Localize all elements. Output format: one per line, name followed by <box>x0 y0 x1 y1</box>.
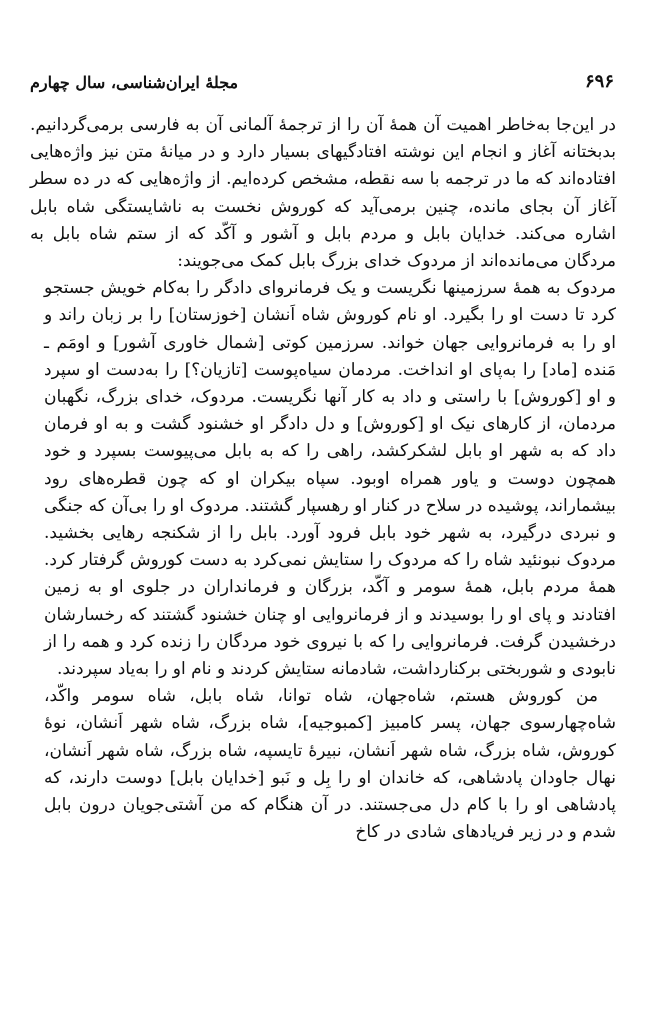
quote-paragraph-1: مردوک به همهٔ سرزمینها نگریست و یک فرمانروای دادگر را به‌کام خویش جستجو کرد تا دست او را بگیرد. او نام کوروش شاه اَنشان [خوزستان] را بر زبان راند و او را به فرمانروایی جهان خواند. سرزمین کوتی [شمال خاوری آشور] و اومَم ـ مَنده [ماد] را به‌پای او انداخت. مردمان سیاه‌پوست [تازیان؟] را به‌دست او سپرد و او [کوروش] با راستی و داد به کار آنها نگریست. مردوک، خدای بزرگ، نگهبان مردمان، از کارهای نیک او [کوروش] و دل دادگر او خشنود گشت و به او فرمان داد که به شهر او بابل لشکرکشد، راهی را که به بابل می‌پیوست بسپرد و خود همچون دوست و یاور همراه اوبود. سپاه بیکران او که چون قطره‌های رود بیشماراند، پوشیده در سلاح در کنار او رهسپار گشتند. مردوک او را بی‌آن که جنگی و نبردی درگیرد، به شهر خود بابل فرود آورد. بابل را از شکنجه رهایی بخشید. مردوک نبونئید شاه را که مردوک را ستایش نمی‌کرد به دست کوروش گرفتار کرد. همهٔ مردم بابل، همهٔ سومر و آکّد، بزرگان و فرمانداران در جلوی او به زمین افتادند و پای او را بوسیدند و از فرمانروایی او چنان خشنود گشتند که رخسارشان درخشیدن گرفت. فرمانروایی را که با نیروی خود مردگان را زنده کرد و همه را از نابودی و شوربختی برکنارداشت، شادمانه ستایش کردند و نام او را به‌یاد سپردند. <box>44 278 616 680</box>
page-number: ۶۹۶ <box>584 71 614 92</box>
journal-title: مجلهٔ ایران‌شناسی، سال چهارم <box>30 73 239 92</box>
cyrus-cylinder-quote <box>44 275 616 846</box>
quote-paragraph-2: من کوروش هستم، شاه‌جهان، شاه توانا، شاه بابل، شاه سومر واکّد، شاه‌چهارسوی جهان، پسر کامبیز [کمبوجیه]، شاه بزرگ، شاه شهر اَنشان، نوهٔ کوروش، شاه بزرگ، شاه شهر اَنشان، نبیرهٔ تایسپه، شاه بزرگ، شاه شهر اَنشان، نهال جاودان پادشاهی، که خاندان او را بِل و نَبو [خدایان بابل] دوست دارند، که پادشاهی او را با کام دل می‌جستند. در آن هنگام که من آشتی‌جویان درون بابل شدم و در زیر فریادهای شادی در کاخ <box>44 686 616 843</box>
page-header <box>30 58 614 92</box>
intro-paragraph: در این‌جا به‌خاطر اهمیت آن همهٔ آن را از ترجمهٔ آلمانی آن به فارسی برمی‌گردانیم. بدبختانه آغاز و انجام این نوشته افتادگیهای بسیار دارد و در میانهٔ متن نیز واژه‌هایی افتاده‌اند که ما در ترجمه با سه نقطه، مشخص کرده‌ایم. از واژه‌هایی که در ده سطر آغاز آن بجای مانده، چنین برمی‌آید که کوروش نخست به ناشایستگی شاه بابل اشاره می‌کند. خدایان بابل و مردم بابل و آشور و آکّد که از ستم شاه بابل به مردگان می‌مانده‌اند از مردوک خدای بزرگ بابل کمک می‌جویند: <box>30 115 616 272</box>
body-text <box>30 112 616 846</box>
